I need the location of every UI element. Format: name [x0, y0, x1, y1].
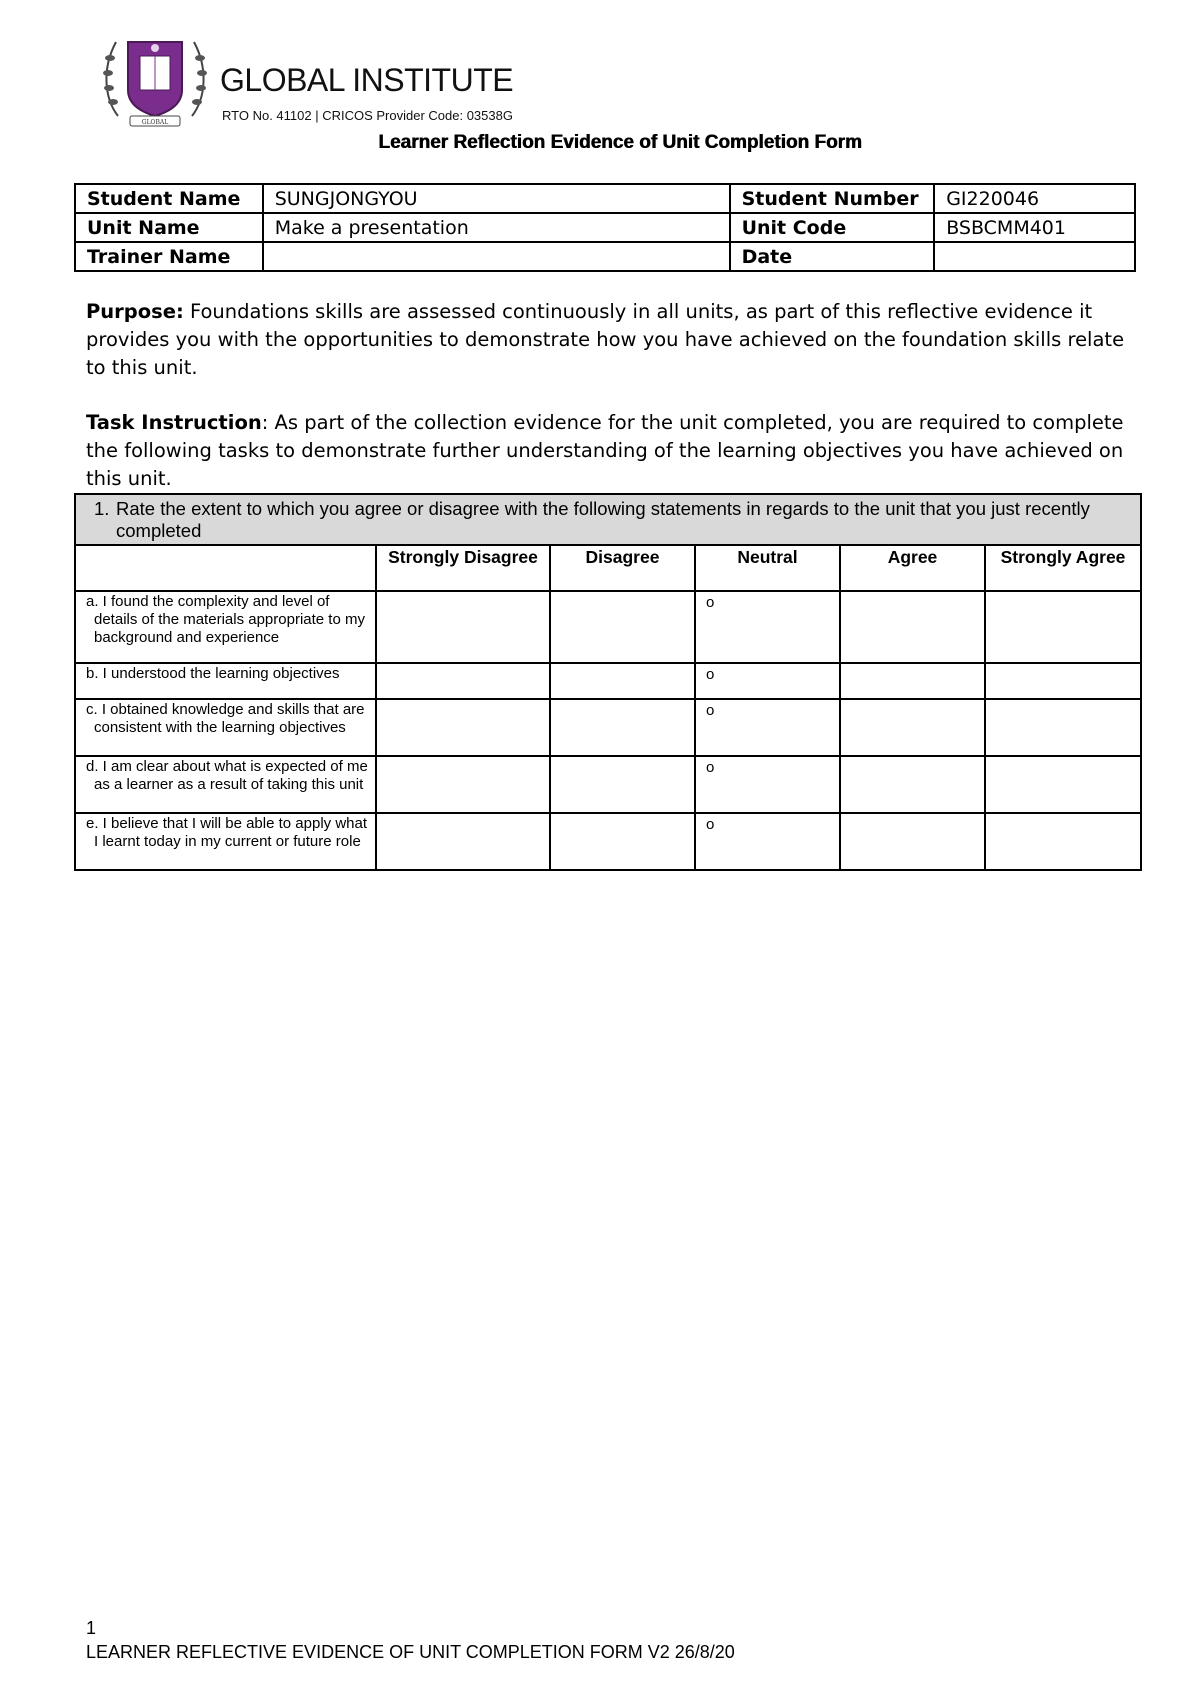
- table-row: [75, 756, 1141, 813]
- rating-cell[interactable]: [985, 663, 1141, 699]
- purpose-paragraph: [86, 298, 1146, 382]
- table-row: [75, 813, 1141, 870]
- info-row-trainer: [75, 242, 1135, 271]
- footer-text: LEARNER REFLECTIVE EVIDENCE OF UNIT COMPLETION FORM V2 26/8/20: [86, 1642, 735, 1662]
- student-name-value[interactable]: SUNGJONGYOU: [263, 184, 730, 213]
- statement-cell: e. I believe that I will be able to apply what I learnt today in my current or future role: [75, 813, 376, 870]
- table-row: [75, 663, 1141, 699]
- rating-cell[interactable]: [985, 813, 1141, 870]
- institute-name: GLOBAL INSTITUTE: [220, 62, 514, 98]
- statement-cell: d. I am clear about what is expected of me as a learner as a result of taking this unit: [75, 756, 376, 813]
- question-cell: [75, 494, 1141, 545]
- rating-cell[interactable]: [376, 813, 550, 870]
- task-text: : As part of the collection evidence for the unit completed, you are required to complete the following tasks to demonstrate further understanding of the learning objectives you have achieved on this unit.: [86, 411, 1124, 490]
- date-value[interactable]: [934, 242, 1135, 271]
- rating-cell[interactable]: o: [695, 663, 840, 699]
- rating-cell[interactable]: [376, 756, 550, 813]
- rating-cell[interactable]: o: [695, 591, 840, 663]
- rating-cell[interactable]: [376, 591, 550, 663]
- question-header-row: [75, 494, 1141, 545]
- rating-cell[interactable]: [376, 699, 550, 756]
- student-number-value[interactable]: GI220046: [934, 184, 1135, 213]
- page-number: 1: [86, 1618, 97, 1638]
- rating-cell[interactable]: [985, 699, 1141, 756]
- student-info-table: [74, 183, 1136, 272]
- table-row: [75, 591, 1141, 663]
- unit-code-value[interactable]: BSBCMM401: [934, 213, 1135, 242]
- statement-cell: a. I found the complexity and level of details of the materials appropriate to my background and experience: [75, 591, 376, 663]
- info-row-unit: [75, 213, 1135, 242]
- rating-cell[interactable]: [840, 699, 985, 756]
- purpose-label: Purpose:: [86, 300, 184, 323]
- student-name-label: Student Name: [75, 184, 263, 213]
- column-agree: Agree: [840, 545, 985, 591]
- logo-ribbon-text: GLOBAL: [141, 119, 169, 126]
- rating-cell[interactable]: [840, 813, 985, 870]
- rating-cell[interactable]: [550, 813, 695, 870]
- institute-logo: [100, 28, 210, 128]
- column-strongly-agree: Strongly Agree: [985, 545, 1141, 591]
- question-text: Rate the extent to which you agree or disagree with the following statements in regards to the unit that you just recently completed: [116, 498, 1090, 541]
- rating-cell[interactable]: [985, 591, 1141, 663]
- rating-cell[interactable]: o: [695, 813, 840, 870]
- table-row: [75, 699, 1141, 756]
- rating-cell[interactable]: [840, 591, 985, 663]
- statement-cell: c. I obtained knowledge and skills that are consistent with the learning objectives: [75, 699, 376, 756]
- rating-cell[interactable]: [985, 756, 1141, 813]
- rating-cell[interactable]: [550, 699, 695, 756]
- unit-code-label: Unit Code: [730, 213, 935, 242]
- date-label: Date: [730, 242, 935, 271]
- form-title: Learner Reflection Evidence of Unit Completion Form: [378, 132, 862, 153]
- trainer-name-label: Trainer Name: [75, 242, 263, 271]
- column-neutral: Neutral: [695, 545, 840, 591]
- rating-cell[interactable]: [550, 591, 695, 663]
- purpose-text: Foundations skills are assessed continuously in all units, as part of this reflective evidence it provides you with the opportunities to demonstrate how you have achieved on the foundation skills relate to this unit.: [86, 300, 1125, 379]
- task-instruction-paragraph: [86, 409, 1146, 493]
- question-number: 1.: [94, 498, 110, 519]
- rating-cell[interactable]: [840, 663, 985, 699]
- rating-cell[interactable]: [550, 756, 695, 813]
- trainer-name-value[interactable]: [263, 242, 730, 271]
- rating-cell[interactable]: [550, 663, 695, 699]
- statement-cell: b. I understood the learning objectives: [75, 663, 376, 699]
- info-row-student: [75, 184, 1135, 213]
- statement-column-header: [75, 545, 376, 591]
- unit-name-label: Unit Name: [75, 213, 263, 242]
- column-disagree: Disagree: [550, 545, 695, 591]
- rto-line: RTO No. 41102 | CRICOS Provider Code: 03538G: [222, 108, 513, 123]
- column-strongly-disagree: Strongly Disagree: [376, 545, 550, 591]
- column-header-row: [75, 545, 1141, 591]
- task-label: Task Instruction: [86, 411, 262, 434]
- unit-name-value[interactable]: Make a presentation: [263, 213, 730, 242]
- rating-cell[interactable]: o: [695, 699, 840, 756]
- student-number-label: Student Number: [730, 184, 935, 213]
- rating-cell[interactable]: [840, 756, 985, 813]
- rating-cell[interactable]: [376, 663, 550, 699]
- rating-table: [74, 493, 1142, 871]
- rating-cell[interactable]: o: [695, 756, 840, 813]
